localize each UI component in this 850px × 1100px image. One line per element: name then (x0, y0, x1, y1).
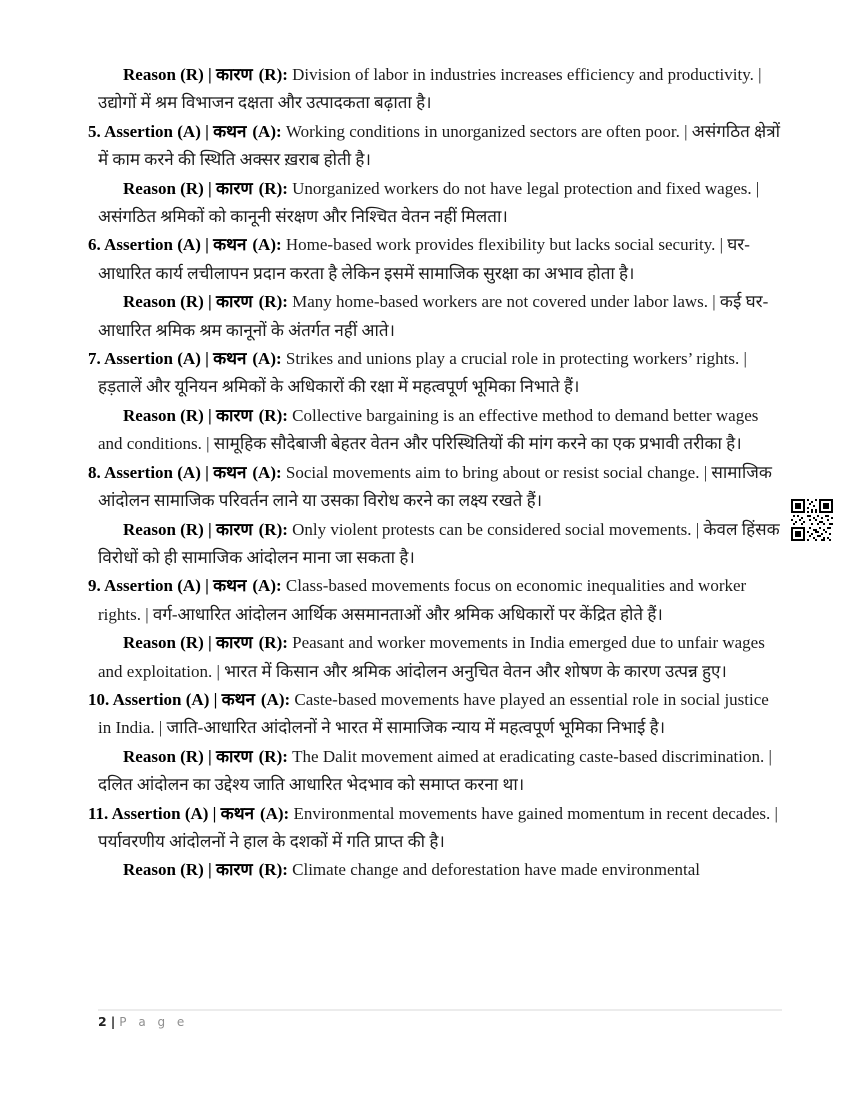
assertion-label-english: Assertion (A) | (104, 576, 214, 596)
reason-label-suffix: (R): (258, 292, 293, 312)
assertion-label-english: Assertion (A) | (104, 349, 214, 369)
assertion-paragraph (88, 800, 782, 857)
reason-paragraph (88, 61, 782, 118)
paragraph-text: Unorganized workers do not have legal protection and fixed wages. | असंगठित श्रमिकों को कानूनी संरक्षण और निश्चित वेतन नहीं मिलता। (98, 178, 760, 227)
paragraph-text: Climate change and deforestation have made environmental (292, 860, 700, 880)
reason-paragraph (88, 743, 782, 800)
question-list (88, 61, 782, 885)
assertion-label-suffix: (A): (252, 349, 286, 369)
reason-label-suffix: (R): (258, 65, 293, 84)
assertion-label-suffix: (A): (252, 462, 286, 482)
reason-paragraph (88, 856, 782, 884)
paragraph-text: Working conditions in unorganized sectors are often poor. | असंगठित क्षेत्रों में काम करने की स्थिति अक्सर ख़राब होती है। (98, 121, 780, 170)
assertion-paragraph (88, 118, 782, 175)
paragraph-text: Class-based movements focus on economic inequalities and worker rights. | वर्ग-आधारित आंदोलन आर्थिक असमानताओं और श्रमिक अधिकारों पर केंद्रित होते हैं। (98, 576, 747, 624)
paragraph-text: Caste-based movements have played an essential role in social justice in India. | जाति-आधारित आंदोलनों ने भारत में सामाजिक न्याय में महत्वपूर्ण भूमिका निभाई है। (98, 689, 769, 738)
assertion-label-suffix: (A): (259, 803, 294, 823)
assertion-paragraph (88, 345, 782, 402)
reason-label-suffix: (R): (258, 746, 293, 766)
reason-label-english: Reason (R) | (123, 178, 216, 198)
reason-label-hindi: कारण (216, 860, 259, 881)
question-number: 9. (88, 576, 105, 596)
assertion-label-english: Assertion (A) | (104, 235, 214, 255)
reason-label-english: Reason (R) | (123, 519, 216, 539)
assertion-paragraph (88, 231, 782, 288)
reason-label-hindi: कारण (216, 178, 259, 199)
footer-divider (98, 1009, 782, 1011)
reason-paragraph (88, 516, 782, 573)
paragraph-text: Environmental movements have gained momentum in recent decades. | पर्यावरणीय आंदोलनों ने हाल के दशकों में गति प्राप्त की है। (98, 803, 778, 851)
assertion-label-english: Assertion (A) | (104, 121, 214, 141)
reason-label-suffix: (R): (258, 178, 293, 198)
paragraph-text: Home-based work provides flexibility but lacks social security. | घर-आधारित कार्य लचीलापन प्रदान करता है लेकिन इसमें सामाजिक सुरक्षा का अभाव होता है। (98, 235, 750, 283)
paragraph-text: Only violent protests can be considered social movements. | केवल हिंसक विरोधों को ही सामाजिक आंदोलन माना जा सकता है। (98, 519, 780, 567)
reason-label-english: Reason (R) | (123, 633, 216, 653)
paragraph-text: Collective bargaining is an effective method to demand better wages and conditions. | सामूहिक सौदेबाजी बेहतर वेतन और परिस्थितियों की मांग करने का एक प्रभावी तरीका है। (98, 405, 759, 454)
footer-separator: | (110, 1014, 116, 1029)
reason-label-suffix: (R): (258, 519, 293, 539)
paragraph-text: Social movements aim to bring about or resist social change. | सामाजिक आंदोलन सामाजिक परिवर्तन लाने या उसका विरोध करने का लक्ष्य रखते हैं। (98, 462, 772, 511)
assertion-label-hindi: कथन (213, 576, 253, 597)
reason-label-suffix: (R): (258, 405, 293, 425)
assertion-label-english: Assertion (A) | (112, 689, 222, 709)
reason-label-hindi: कारण (216, 633, 259, 654)
assertion-label-english: Assertion (A) | (111, 803, 221, 823)
paragraph-text: The Dalit movement aimed at eradicating caste-based discrimination. | दलित आंदोलन का उद्देश्य जाति आधारित भेदभाव को समाप्त करना था। (98, 746, 772, 795)
question-number: 10. (88, 689, 113, 709)
assertion-label-hindi: कथन (220, 803, 260, 824)
question-number: 6. (88, 235, 105, 255)
question-number: 11. (88, 803, 112, 823)
assertion-label-suffix: (A): (252, 235, 286, 255)
assertion-paragraph (88, 459, 782, 516)
reason-label-hindi: कारण (216, 65, 259, 85)
assertion-label-hindi: कथन (213, 349, 253, 370)
assertion-paragraph (88, 686, 782, 743)
paragraph-text: Peasant and worker movements in India emerged due to unfair wages and exploitation. | भारत में किसान और श्रमिक आंदोलन अनुचित वेतन और शोषण के कारण उत्पन्न हुए। (98, 633, 765, 681)
paragraph-text: Division of labor in industries increases efficiency and productivity. | उद्योगों में श्रम विभाजन दक्षता और उत्पादकता बढ़ाता है। (98, 65, 762, 113)
assertion-paragraph (88, 572, 782, 629)
reason-paragraph (88, 175, 782, 232)
assertion-label-suffix: (A): (252, 121, 286, 141)
reason-paragraph (88, 402, 782, 459)
assertion-label-suffix: (A): (252, 576, 286, 596)
paragraph-text: Strikes and unions play a crucial role in protecting workers’ rights. | हड़तालें और यूनियन श्रमिकों के अधिकारों की रक्षा में महत्वपूर्ण भूमिका निभाते हैं। (98, 349, 747, 397)
reason-label-english: Reason (R) | (123, 860, 216, 880)
reason-label-english: Reason (R) | (123, 292, 216, 312)
assertion-label-hindi: कथन (213, 121, 253, 142)
reason-label-english: Reason (R) | (123, 405, 216, 425)
assertion-label-english: Assertion (A) | (104, 462, 214, 482)
assertion-label-hindi: कथन (213, 462, 253, 483)
page-number: 2 (98, 1014, 107, 1029)
footer-page-label: P a g e (119, 1015, 189, 1029)
paragraph-text: Many home-based workers are not covered under labor laws. | कई घर-आधारित श्रमिक श्रम कानूनों के अंतर्गत नहीं आते। (98, 292, 769, 340)
assertion-label-hindi: कथन (221, 689, 261, 710)
footer (98, 1014, 188, 1029)
reason-paragraph (88, 629, 782, 686)
assertion-label-suffix: (A): (260, 689, 295, 709)
reason-label-suffix: (R): (258, 860, 293, 880)
reason-label-english: Reason (R) | (123, 65, 216, 84)
reason-label-hindi: कारण (216, 519, 259, 540)
assertion-label-hindi: कथन (213, 235, 253, 256)
reason-label-hindi: कारण (216, 405, 259, 426)
qr-code-icon (791, 499, 833, 541)
question-number: 5. (88, 121, 105, 141)
reason-paragraph (88, 288, 782, 345)
question-number: 7. (88, 349, 105, 369)
reason-label-hindi: कारण (216, 292, 259, 313)
reason-label-english: Reason (R) | (123, 746, 216, 766)
reason-label-hindi: कारण (216, 746, 259, 767)
reason-label-suffix: (R): (258, 633, 293, 653)
question-number: 8. (88, 462, 105, 482)
